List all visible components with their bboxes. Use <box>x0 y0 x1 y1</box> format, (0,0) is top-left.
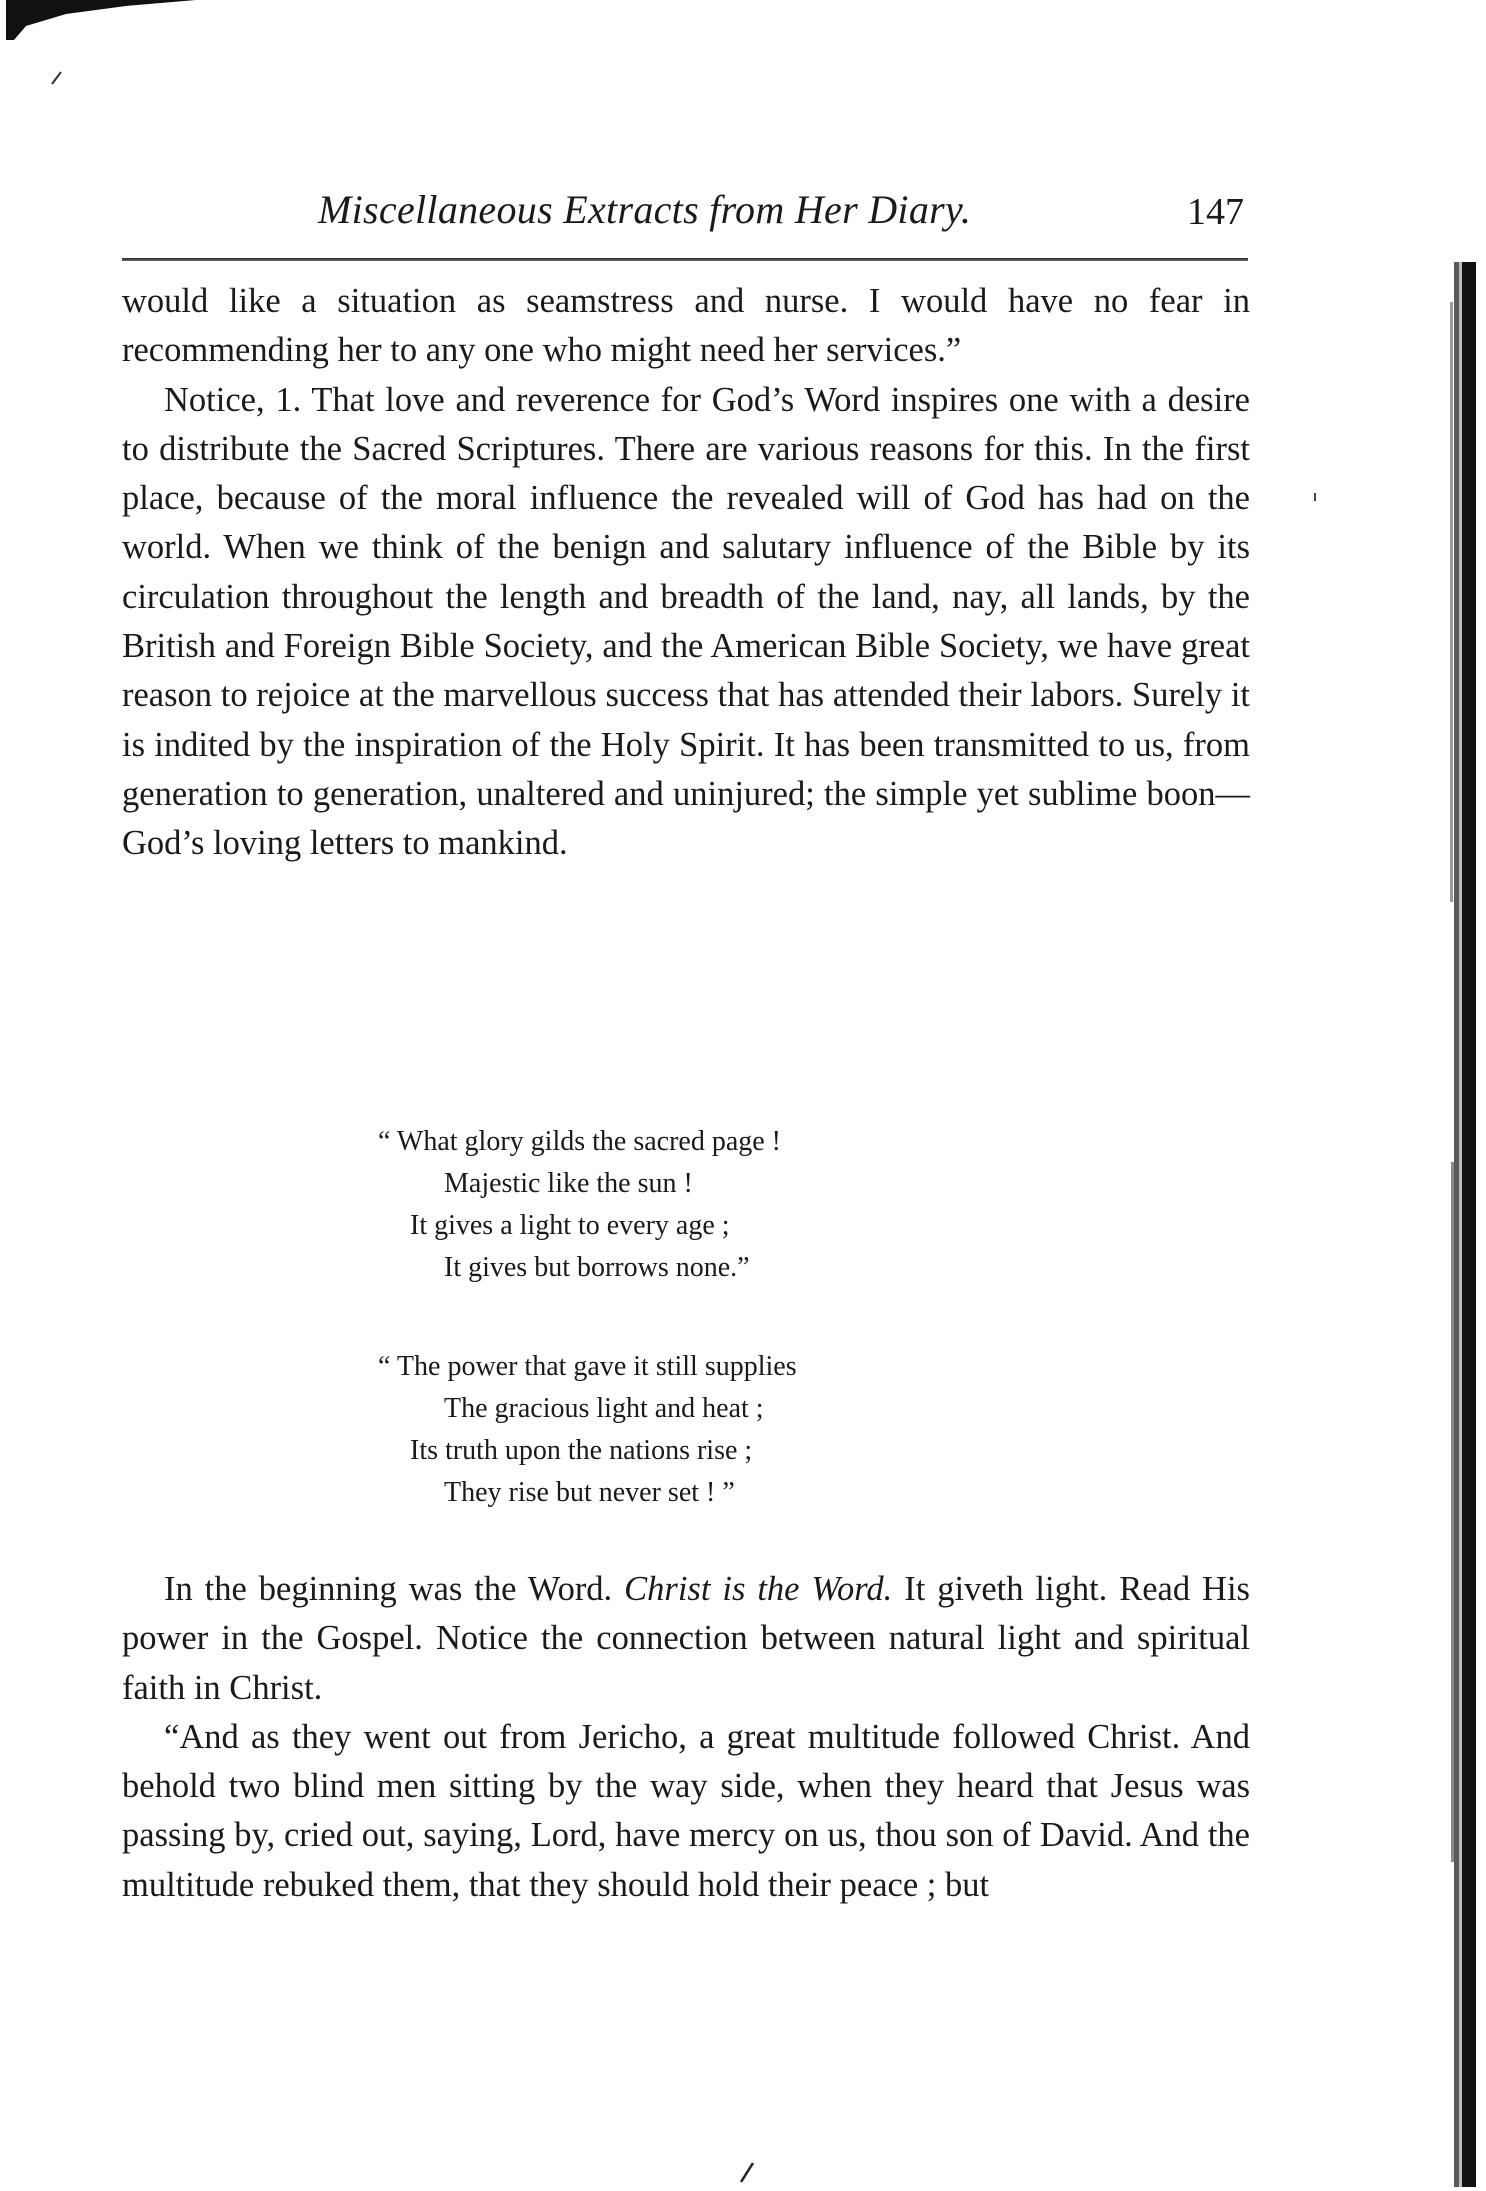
paragraph-word-emphasis: Christ is the Word. <box>624 1570 893 1608</box>
verse-stanza-2 <box>378 1346 1018 1514</box>
stray-mark <box>50 70 64 86</box>
verse-line: Its truth upon the nations rise ; <box>410 1435 753 1466</box>
paragraph-jericho: “And as they went out from Jericho, a great multitude followed Christ. And behold two blind men sitting by the way side, when they heard that Jesus was passing by, cried out, saying, Lord, have mercy on us, thou son of David. And the multitude rebuked them, that they should hold their peace ; but <box>122 1717 1250 1904</box>
paragraph-continuation: would like a situation as seamstress and nurse. I would have no fear in recommending her to any one who might need her services.” <box>122 282 1250 370</box>
verse-line: They rise but never set ! ” <box>444 1477 735 1508</box>
paragraph-word-lead: In the beginning was the Word. <box>164 1570 625 1608</box>
paragraph-word-rest: It giveth light. Read His power in the Gospel. Notice the connection between natural light and spiritual faith in Christ. <box>122 1570 1250 1707</box>
body-text-upper <box>122 277 1250 869</box>
paragraph-notice: Notice, 1. That love and reverence for God’s Word inspires one with a desire to distribute the Sacred Scriptures. There are various reasons for this. In the first place, because of the moral influence the revealed will of God has had on the world. When we think of the benign and salutary influence of the Bible by its circulation throughout the length and breadth of the land, nay, all lands, by the British and Foreign Bible Society, and the American Bible Society, we have great reason to rejoice at the marvellous success that has attended their labors. Surely it is indited by the inspiration of the Holy Spirit. It has been transmitted to us, from generation to generation, unaltered and uninjured; the simple yet sublime boon—God’s loving letters to mankind. <box>122 380 1250 863</box>
page-number: 147 <box>1187 191 1244 233</box>
paragraph-word <box>122 1565 1250 1713</box>
stray-mark <box>738 2160 756 2184</box>
body-text-lower <box>122 1565 1250 1910</box>
corner-scan-mark <box>6 0 196 40</box>
stray-mark <box>1312 492 1318 502</box>
verse-line: “ What glory gilds the sacred page ! <box>378 1126 782 1157</box>
verse-line: The gracious light and heat ; <box>444 1393 764 1424</box>
verse-line: It gives a light to every age ; <box>410 1210 730 1241</box>
verse-line: Majestic like the sun ! <box>444 1168 693 1199</box>
verse-line: “ The power that gave it still supplies <box>378 1351 797 1382</box>
page-spine-edge <box>1450 262 1478 2187</box>
verse-line: It gives but borrows none.” <box>444 1252 750 1283</box>
page-header <box>122 178 1250 238</box>
header-rule <box>122 258 1248 261</box>
verse-stanza-1 <box>378 1121 1018 1289</box>
running-title: Miscellaneous Extracts from Her Diary. <box>318 187 972 232</box>
